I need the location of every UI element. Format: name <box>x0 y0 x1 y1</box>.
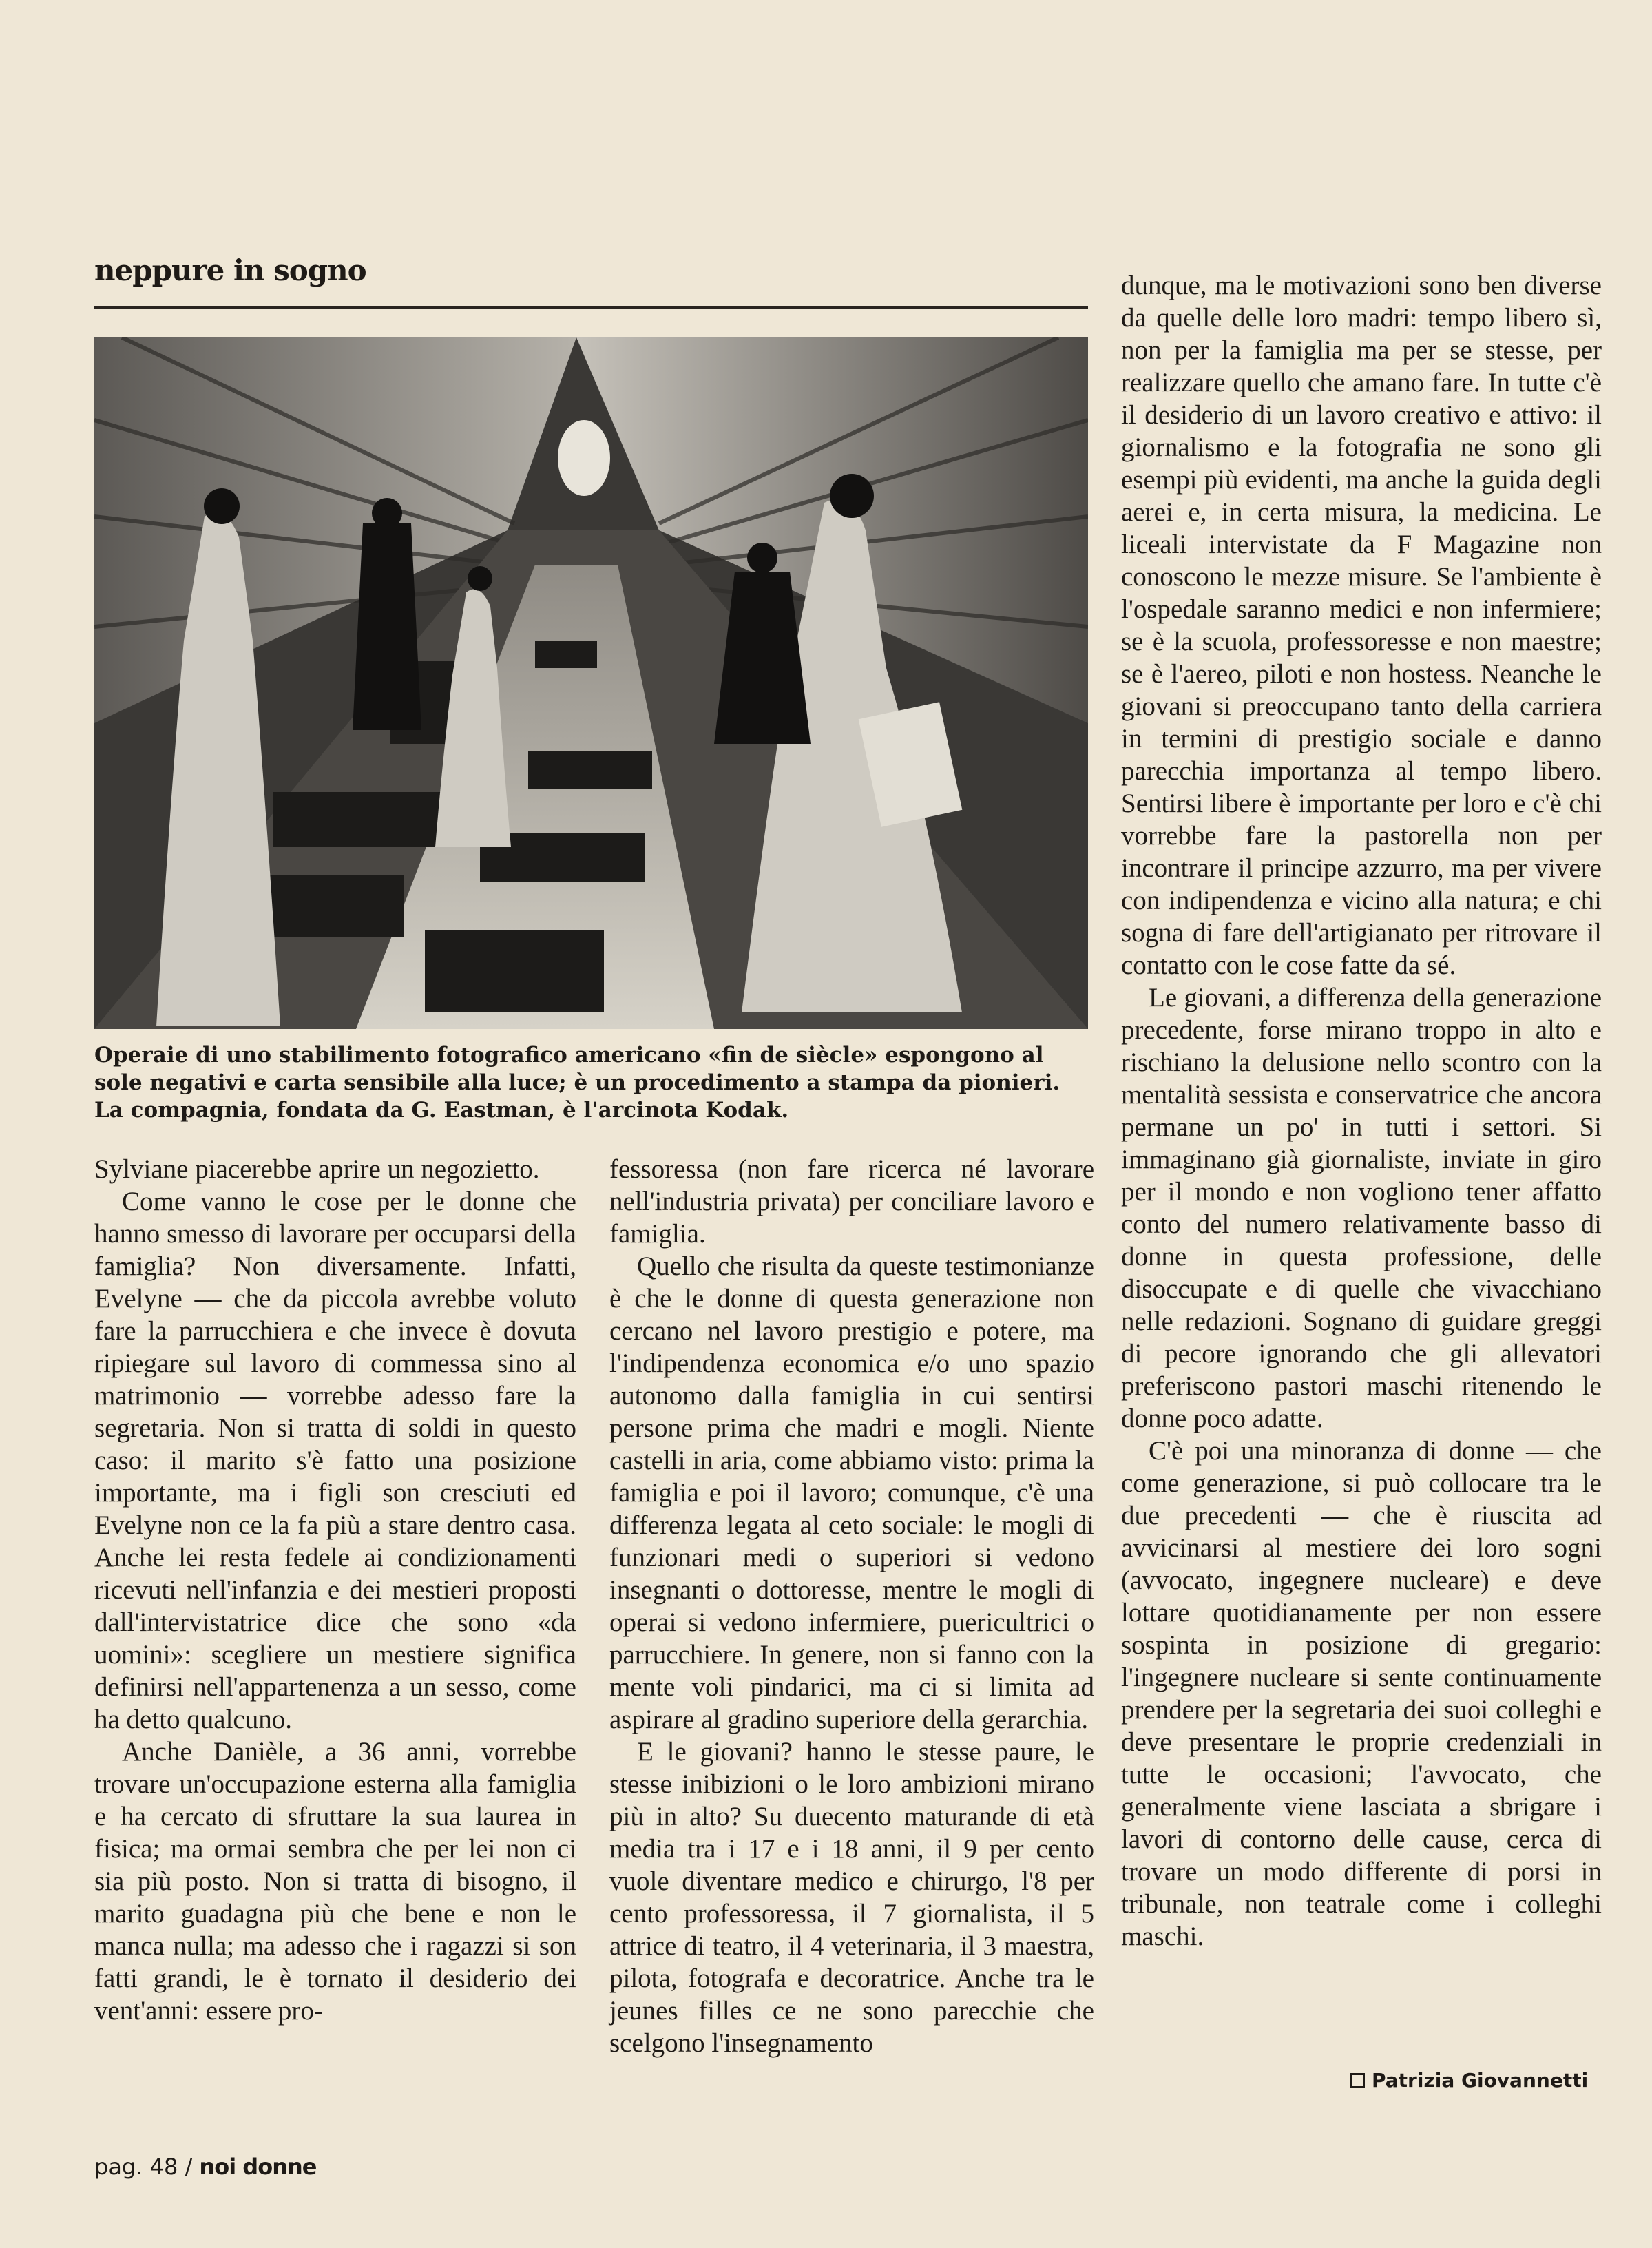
section-rule <box>94 306 1088 309</box>
paragraph: dunque, ma le motivazioni sono ben diverse da quelle delle loro madri: tempo libero sì, non per la famiglia ma per se stesse, per realizzare quello che amano fare. In tutte c'è il desiderio di un lavoro creativo e attivo: il giornalismo e la fotografia ne sono gli esempi più evidenti, ma anche la guida degli aerei e, in certa misura, la medicina. Le liceali intervistate da F Magazine non conoscono le mezze misure. Se l'ambiente è l'ospedale saranno medici e non infermiere; se è la scuola, professoresse e non maestre; se è l'aereo, piloti e non hostess. Neanche le giovani si preoccupano tanto della carriera in termini di prestigio sociale e danno parecchia importanza al tempo libero. Sentirsi libere è importante per loro e c'è chi vorrebbe fare la pastorella non per incontrare il principe azzurro, ma per vivere con indipendenza e vicino alla natura; e chi sogna di fare dell'artigianato per ritrovare il contatto con le cose fatte da sé. <box>1121 271 1602 980</box>
photo-caption: Operaie di uno stabilimento fotografico americano «fin de siècle» espongono al sole negativi e carta sensibile alla luce; è un procedimento a stampa da pionieri. La compagnia, fondata da G. Eastman, è l'arcinota Kodak. <box>94 1043 1060 1123</box>
paragraph: E le giovani? hanno le stesse paure, le stesse inibizioni o le loro ambizioni mirano più in alto? Su duecento maturande di età media tra i 17 e i 18 anni, il 9 per cento vuole diventare medico e chirurgo, l'8 per cento professoressa, il 7 giornalista, il 5 attrice di teatro, il 4 veterinaria, il 3 maestra, pilota, fotografa e decoratrice. Anche tra le jeunes filles ce ne sono parecchie che scelgono l'insegnamento <box>609 1737 1094 2058</box>
page-footer <box>94 2154 316 2180</box>
paragraph: Quello che risulta da queste testimonianze è che le donne di questa generazione non cercano nel lavoro prestigio e potere, ma l'indipendenza economica e/o uno spazio autonomo dalla famiglia in cui sentirsi persone prima che madri e mogli. Niente castelli in aria, come abbiamo visto: prima la famiglia e poi il lavoro; comunque, c'è una differenza legata al ceto sociale: le mogli di funzionari medi o superiori si vedono insegnanti o dottoresse, mentre le mogli di operai si vedono infermiere, puericultrici o parrucchiere. In genere, non si fanno con la mente voli pindarici, ma ci si limita ad aspirare al gradino superiore della gerarchia. <box>609 1251 1094 1734</box>
page-number: pag. 48 / <box>94 2154 193 2180</box>
paragraph: C'è poi una minoranza di donne — che come generazione, si può collocare tra le due precedenti — che è riuscita ad avvicinarsi al mestiere dei loro sogni (avvocato, ingegnere nucleare) e deve lottare quotidianamente per non essere sospinta in posizione di gregario: l'ingegnere nucleare si sente continuamente prendere per la segretaria dei suoi colleghi e deve presentare le proprie credenziali in tutte le occasioni; l'avvocato, che generalmente viene lasciata a sbrigare i lavori di contorno delle cause, cerca di trovare un modo differente di porsi in tribunale, non teatrale come i colleghi maschi. <box>1121 1436 1602 1951</box>
article-column-3 <box>1121 269 1602 1953</box>
article-column-2 <box>609 1153 1094 2059</box>
paragraph: Le giovani, a differenza della generazione precedente, forse mirano troppo in alto e rischiano la delusione nello scontro con la mentalità sessista e conservatrice che ancora permane un po' in tutti i settori. Si immaginano già giornaliste, inviate in giro per il mondo e non vogliono tener affatto conto del numero relativamente basso di donne in questa professione, delle disoccupate e di quelle che vivacchiano nelle redazioni. Sognano di guidare greggi di pecore ignorando che gli allevatori preferiscono pastori maschi ritenendo le donne poco adatte. <box>1121 983 1602 1433</box>
article-column-1 <box>94 1153 576 2027</box>
paragraph: Come vanno le cose per le donne che hanno smesso di lavorare per occuparsi della famiglia? Non diversamente. Infatti, Evelyne — che da piccola avrebbe voluto fare la parrucchiera e che invece è dovuta ripiegare sul lavoro di commessa sino al matrimonio — vorrebbe adesso fare la segretaria. Non si tratta di soldi in questo caso: il marito s'è fatto una posizione importante, ma i figli son cresciuti ed Evelyne non ce la fa più a stare dentro casa. Anche lei resta fedele ai condizionamenti ricevuti nell'infanzia e dei mestieri proposti dall'intervistatrice dice che sono «da uomini»: scegliere un mestiere significa definirsi nell'appartenenza a un sesso, come ha detto qualcuno. <box>94 1187 576 1734</box>
square-icon <box>1350 2073 1365 2088</box>
magazine-name: noi donne <box>199 2154 317 2180</box>
paragraph: fessoressa (non fare ricerca né lavorare nell'industria privata) per conciliare lavoro e famiglia. <box>609 1154 1094 1249</box>
paragraph: Anche Danièle, a 36 anni, vorrebbe trovare un'occupazione esterna alla famiglia e ha cercato di sfruttare la sua laurea in fisica; ma ormai sembra che per lei non ci sia più posto. Non si tratta di bisogno, il marito guadagna più che bene e non le manca nulla; ma adesso che i ragazzi si son fatti grandi, le è tornato il desiderio dei vent'anni: essere pro- <box>94 1737 576 2026</box>
author-name: Patrizia Giovannetti <box>1372 2069 1589 2092</box>
section-title: neppure in sogno <box>94 253 366 287</box>
paragraph: Sylviane piacerebbe aprire un negozietto. <box>94 1154 540 1184</box>
author-byline <box>1350 2069 1588 2092</box>
photo-workers-icon <box>94 337 1088 1029</box>
